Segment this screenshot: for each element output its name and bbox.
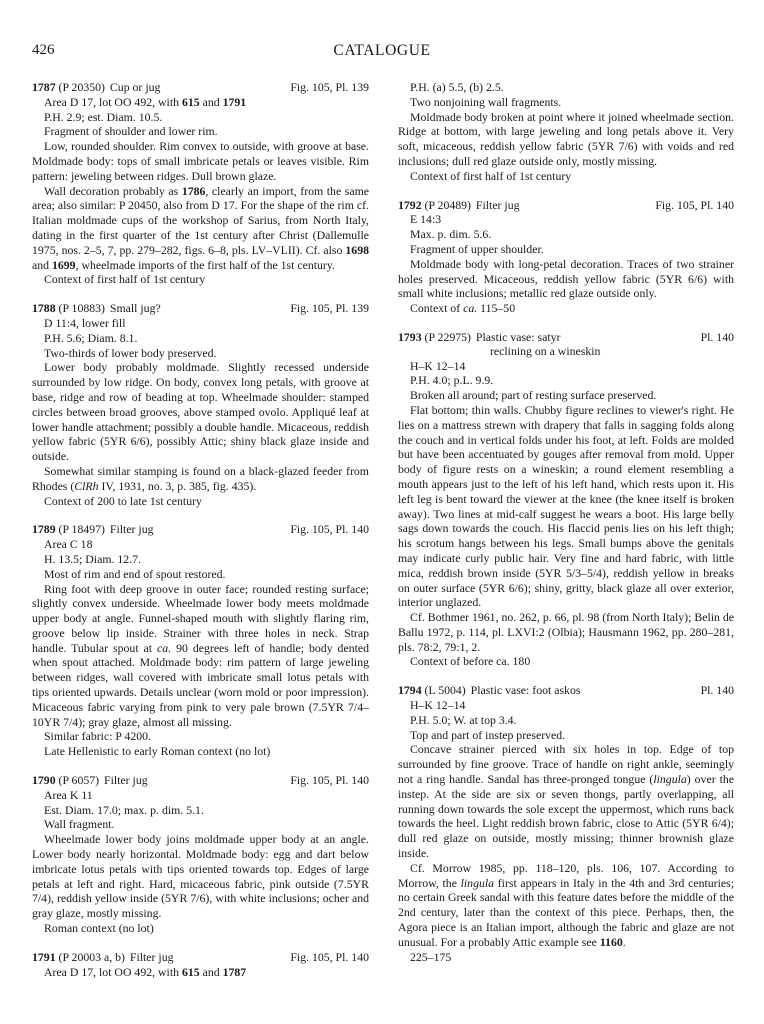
entry-number: 1790 (32, 773, 56, 788)
entry-dimensions: P.H. 5.6; Diam. 8.1. (44, 330, 138, 345)
figure-references: Fig. 105, Pl. 140 (290, 773, 369, 788)
entry-preservation: Fragment of shoulder and lower rim. (44, 124, 218, 139)
entry-location: H–K 12–14 (410, 698, 466, 713)
entry-location: D 11:4, lower fill (44, 315, 126, 330)
catalogue-entry-1792 (398, 198, 734, 316)
catalogue-entry-1793 (398, 330, 734, 669)
inventory-number: (P 6057) (58, 773, 100, 788)
catalogue-entry-1787 (32, 80, 369, 287)
entry-title: Filter jug (109, 522, 154, 537)
entry-location: Area K 11 (44, 787, 93, 802)
entry-location: Area D 17, lot OO 492, with 615 and 1787 (44, 964, 247, 979)
figure-references: Pl. 140 (700, 329, 734, 344)
entry-number: 1788 (32, 301, 56, 316)
figure-references: Fig. 105, Pl. 140 (290, 949, 369, 964)
catalogue-entry-1791 (32, 950, 369, 980)
entry-comparanda: Cf. Morrow 1985, pp. 118–120, pls. 106, 107. According to Morrow, the lingula first appears in Italy in the 4th and 3rd centuries; no certain Greek sandal with this feature dates before the middle of the 2nd century, later than the context of this piece. Perhaps, then, the Agora piece is an Italian import, although the fabric and glaze are not unusual. For a probably Attic example see 1160. (398, 860, 734, 949)
entry-title: Small jug? (109, 301, 161, 316)
entry-location: Area D 17, lot OO 492, with 615 and 1791 (44, 94, 247, 109)
entry-dimensions: P.H. 5.0; W. at top 3.4. (410, 712, 517, 727)
entry-title: Plastic vase: satyr (475, 329, 561, 344)
entry-dimensions: H. 13.5; Diam. 12.7. (44, 551, 141, 566)
entry-number: 1789 (32, 522, 56, 537)
entry-title-continued: reclining on a wineskin (490, 343, 601, 358)
entry-description: Moldmade body with long-petal decoration. Traces of two strainer holes preserved. Micaceous, reddish yellow fabric (5YR 6/6) with small white inclusions; metallic red glaze outside only. (398, 256, 734, 301)
figure-references: Fig. 105, Pl. 139 (290, 301, 369, 316)
entry-number: 1794 (398, 683, 422, 698)
entry-description: Wheelmade lower body joins moldmade upper body at an angle. Lower body nearly horizontal. Moldmade body: egg and dart below imbricate lotus petals with tips oriented towards top. Edges of large petals at left and right. Hard, micaceous fabric, pink outside (7.5YR 7/4), reddish yellow inside (5YR 7/6), with white inclusions; ocher and gray glaze, mostly missing. (32, 832, 369, 921)
entry-dimensions: P.H. (a) 5.5, (b) 2.5. (410, 80, 504, 94)
figure-references: Fig. 105, Pl. 140 (290, 522, 369, 537)
entry-description: Concave strainer pierced with six holes in top. Edge of top surrounded by fine groove. Trace of handle on right ankle, seemingly not a ring handle. Sandal has three-pronged tongue (lingula) over the instep. At the side are six or seven thongs, partly overlapping, all running down towards the sole except the uppermost, which runs back towards the heel. Light reddish brown fabric, close to Attic (5YR 6/4); dull red glaze on outside, mostly missing; thinner brownish glaze inside. (398, 742, 734, 861)
entry-location: Area C 18 (44, 537, 93, 552)
entry-context: Context of before ca. 180 (410, 654, 531, 669)
page-header (0, 42, 764, 64)
entry-context: Context of ca. 115–50 (410, 301, 516, 316)
entry-number: 1791 (32, 949, 56, 964)
entry-comparanda: Cf. Bothmer 1961, no. 262, p. 66, pl. 98 (from North Italy); Belin de Ballu 1972, p. 114, pl. LXVI:2 (Olbia); Hausmann 1962, pp. 280–281, pls. 78:2, 79:1, 2. (398, 610, 734, 654)
entry-title: Cup or jug (109, 80, 161, 94)
catalogue-entry-1788 (32, 301, 369, 508)
entry-context: Context of first half of 1st century (410, 168, 572, 183)
entry-context: Roman context (no lot) (44, 921, 154, 936)
catalogue-entry-1791-continued (398, 80, 734, 184)
entry-context: Context of 200 to late 1st century (44, 493, 202, 508)
entry-context: Late Hellenistic to early Roman context (no lot) (44, 744, 271, 759)
entry-dimensions: P.H. 4.0; p.L. 9.9. (410, 373, 494, 388)
entry-preservation: Wall fragment. (44, 817, 115, 832)
inventory-number: (P 18497) (58, 522, 105, 537)
entry-description: Lower body probably moldmade. Slightly recessed underside surrounded by low ridge. On body, convex long petals, with groove at base, ridge and row of beading at top. Wheelmade shoulder: stamped circles between broad grooves, above stamped ovolo. Appliqué leaf at lower handle attachment; possibly a double handle. Micaceous, reddish yellow fabric (5YR 6/6), possibly Attic; shiny black glaze inside and outside. (32, 360, 369, 464)
entry-dimensions: P.H. 2.9; est. Diam. 10.5. (44, 109, 163, 124)
entry-preservation: Two-thirds of lower body preserved. (44, 345, 217, 360)
entry-preservation: Broken all around; part of resting surface preserved. (410, 388, 657, 403)
entry-description: Moldmade body broken at point where it joined wheelmade section. Ridge at bottom, with large jeweling and long petals above it. Very soft, micaceous, reddish yellow fabric (5YR 7/6) with voids and red inclusions; dull red glaze outside only, mostly missing. (398, 109, 734, 168)
entry-preservation: Most of rim and end of spout restored. (44, 566, 226, 581)
inventory-number: (P 20489) (424, 197, 471, 212)
entry-title: Filter jug (475, 197, 520, 212)
entry-heading (398, 198, 734, 213)
right-column (398, 80, 734, 978)
entry-dimensions: Est. Diam. 17.0; max. p. dim. 5.1. (44, 802, 204, 817)
left-column (32, 80, 369, 993)
entry-title: Filter jug (129, 949, 174, 964)
figure-references: Fig. 105, Pl. 140 (655, 197, 734, 212)
entry-title: Plastic vase: foot askos (470, 683, 581, 698)
inventory-number: (P 20350) (58, 80, 105, 94)
entry-description: Ring foot with deep groove in outer face; rounded resting surface; slightly convex underside. Wheelmade lower body meets moldmade upper body at angle. Funnel-shaped mouth with slightly flaring rim, groove below lip inside. Strainer with three holes in neck. Strap handle. Tubular spout at ca. 90 degrees left of handle; body dented when spout attached. Moldmade body: rim pattern of large jeweling between ridges, wall covered with imbricate small lotus petals with tips oriented upwards. Details unclear (worn mold or poor impression). Micaceous fabric varying from pink to very pale brown (7.5YR 7/4–10YR 7/4); gray glaze, almost all missing. (32, 581, 370, 729)
entry-location: E 14:3 (410, 212, 442, 227)
entry-heading (32, 773, 369, 788)
entry-heading (398, 330, 734, 345)
page-number: 426 (32, 42, 55, 58)
inventory-number: (P 10883) (58, 301, 105, 316)
entry-dimensions: Max. p. dim. 5.6. (410, 227, 492, 242)
entry-comparanda: Wall decoration probably as 1786, clearly an import, from the same area; also similar: P 20450, also from D 17. For the shape of the rim cf. Italian moldmade cups of the workshop of Sarius, from North Italy, dating in the first quarter of the 1st century after Christ (Dallemulle 1975, nos. 2–5, 7, pp. 279–282, figs. 6–8, pls. LV–VLII). Cf. also 1698 and 1699, wheelmade imports of the first half of the 1st century. (32, 183, 369, 272)
inventory-number: (L 5004) (424, 683, 466, 698)
catalogue-entry-1789 (32, 522, 369, 759)
entry-heading (32, 301, 369, 316)
entry-number: 1792 (398, 197, 422, 212)
running-title: CATALOGUE (333, 42, 431, 59)
figure-references: Fig. 105, Pl. 139 (290, 80, 369, 94)
entry-number: 1787 (32, 80, 56, 94)
entry-context: Context of first half of 1st century (44, 272, 206, 287)
entry-heading (398, 683, 734, 698)
inventory-number: (P 22975) (424, 329, 471, 344)
entry-title: Filter jug (104, 773, 148, 788)
entry-similar: Similar fabric: P 4200. (44, 729, 152, 744)
entry-heading (32, 80, 369, 95)
inventory-number: (P 20003 a, b) (58, 949, 125, 964)
entry-preservation: Top and part of instep preserved. (410, 727, 566, 742)
entry-location: H–K 12–14 (410, 358, 466, 373)
entry-description: Flat bottom; thin walls. Chubby figure reclines to viewer's right. He lies on a mattress strewn with drapery that falls in sagging folds along the couch and in vertical folds under his foot, at left. Folds are molded but have been accentuated by gouges after removal from mold. Upper body of figure rests on a wineskin; a round element resembling a mouth appears just to the left of his left hand, which rests upon it. His left leg is bent toward the viewer at the knee (the knee itself is broken away). Two lines at mid-calf suggest he wears a boot. His large belly sags down towards the couch. His flaccid penis lies on his left thigh; his scrotum hangs between his legs. Small bumps above the genitals may indicate curly public hair. Very fine and hard fabric, with little mica, reddish brown inside (5YR 5/3–5/4), reddish yellow in breaks on outer surface (5YR 6/6); shiny, gritty, black glaze all over exterior, interior unglazed. (398, 402, 734, 610)
entry-heading (32, 522, 369, 537)
entry-preservation: Fragment of upper shoulder. (410, 241, 544, 256)
entry-heading (32, 950, 369, 965)
entry-preservation: Two nonjoining wall fragments. (410, 94, 562, 109)
entry-description: Low, rounded shoulder. Rim convex to outside, with groove at base. Moldmade body: tops of small imbricate petals or leaves visible. Rim pattern: jeweling between ridges. Dull brown glaze. (32, 139, 369, 183)
entry-number: 1793 (398, 329, 422, 344)
entry-context: 225–175 (410, 949, 452, 964)
catalogue-entry-1794 (398, 683, 734, 964)
catalogue-entry-1790 (32, 773, 369, 936)
figure-references: Pl. 140 (700, 683, 734, 698)
entry-comparanda: Somewhat similar stamping is found on a black-glazed feeder from Rhodes (ClRh IV, 1931, no. 3, p. 385, fig. 435). (32, 463, 369, 493)
